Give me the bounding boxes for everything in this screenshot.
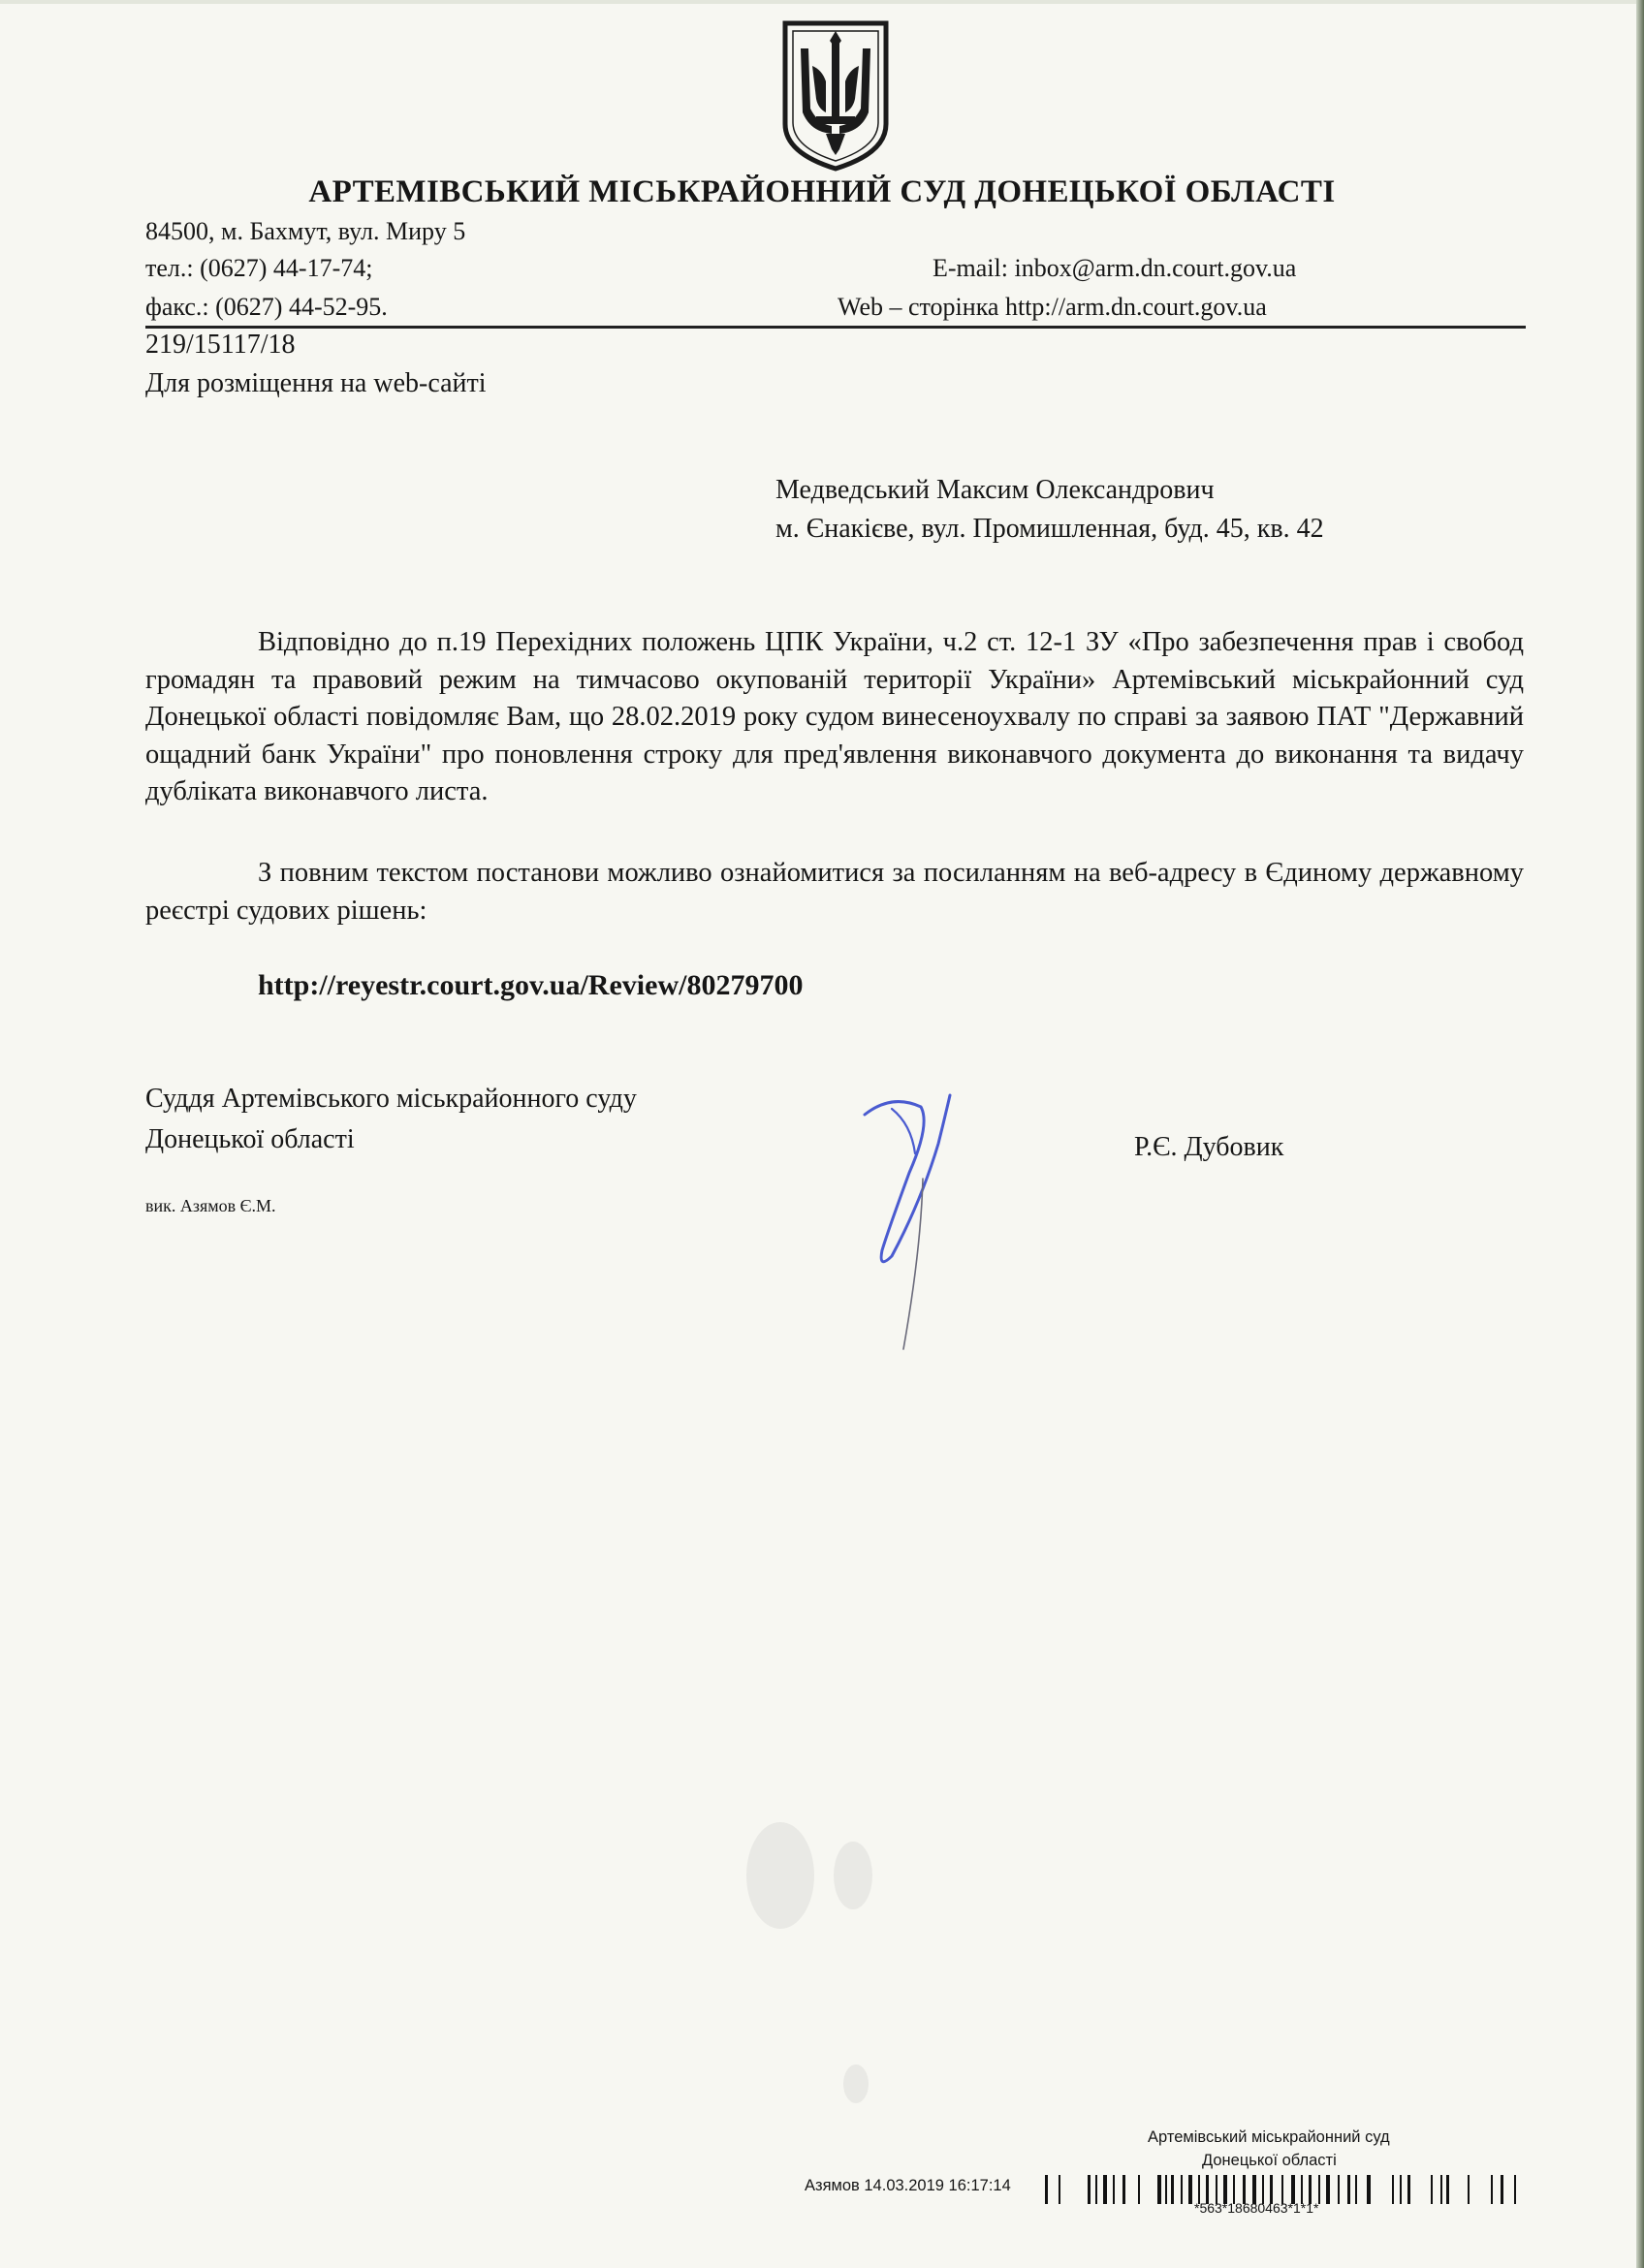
scan-top-edge xyxy=(0,0,1644,4)
executor-note: вик. Азямов Є.М. xyxy=(145,1196,276,1215)
header-divider xyxy=(145,326,1526,329)
publication-note: Для розміщення на web-сайті xyxy=(145,368,487,398)
handwritten-signature xyxy=(853,1086,998,1357)
stamp-org-line1: Артемівський міськрайонний суд xyxy=(1148,2128,1390,2146)
judge-position-line2: Донецької області xyxy=(145,1124,355,1154)
body-paragraph-1: Відповідно до п.19 Перехідних положень ЦПК України, ч.2 ст. 12-1 ЗУ «Про забезпечення прав і свобод громадян та правовий режим на тимчасово окупованій території України» Артемівський міськрайонний суд Донецької області повідомляє Вам, що 28.02.2019 року судом винесеноухвалу по справі за заявою ПАТ "Державний ощадний банк України" про поновлення строку для пред'явлення виконавчого документа до виконання та видачу дубліката виконавчого листа. xyxy=(145,627,1524,806)
stamp-org-line2: Донецької області xyxy=(1202,2152,1337,2169)
coat-of-arms-icon xyxy=(779,19,892,173)
recipient-address: м. Єнакієве, вул. Промишленная, буд. 45, кв. 42 xyxy=(775,514,1324,544)
judge-name: Р.Є. Дубовик xyxy=(1134,1132,1284,1162)
court-email: E-mail: inbox@arm.dn.court.gov.ua xyxy=(933,254,1297,282)
stamp-operator-timestamp: Азямов 14.03.2019 16:17:14 xyxy=(805,2177,1011,2194)
body-paragraph-2: З повним текстом постанови можливо ознайомитися за посиланням на веб-адресу в Єдиному державному реєстрі судових рішень: xyxy=(145,858,1524,926)
court-name-title: АРТЕМІВСЬКИЙ МІСЬКРАЙОННИЙ СУД ДОНЕЦЬКОЇ ОБЛАСТІ xyxy=(308,174,1336,209)
court-fax: факс.: (0627) 44-52-95. xyxy=(145,293,388,321)
recipient-name: Медведський Максим Олександрович xyxy=(775,475,1215,505)
court-address: 84500, м. Бахмут, вул. Миру 5 xyxy=(145,217,466,245)
scan-smudge xyxy=(834,1842,872,1909)
barcode-text: *563*18680463*1*1* xyxy=(1194,2200,1319,2216)
court-website: Web – сторінка http://arm.dn.court.gov.ua xyxy=(838,293,1267,321)
scan-smudge xyxy=(843,2064,869,2103)
court-phone: тел.: (0627) 44-17-74; xyxy=(145,254,373,282)
scan-right-edge xyxy=(1636,0,1644,2268)
case-number: 219/15117/18 xyxy=(145,330,296,360)
judge-position-line1: Суддя Артемівського міськрайонного суду xyxy=(145,1084,637,1114)
scan-smudge xyxy=(746,1822,814,1929)
registry-link: http://reyestr.court.gov.ua/Review/80279700 xyxy=(258,969,804,1001)
